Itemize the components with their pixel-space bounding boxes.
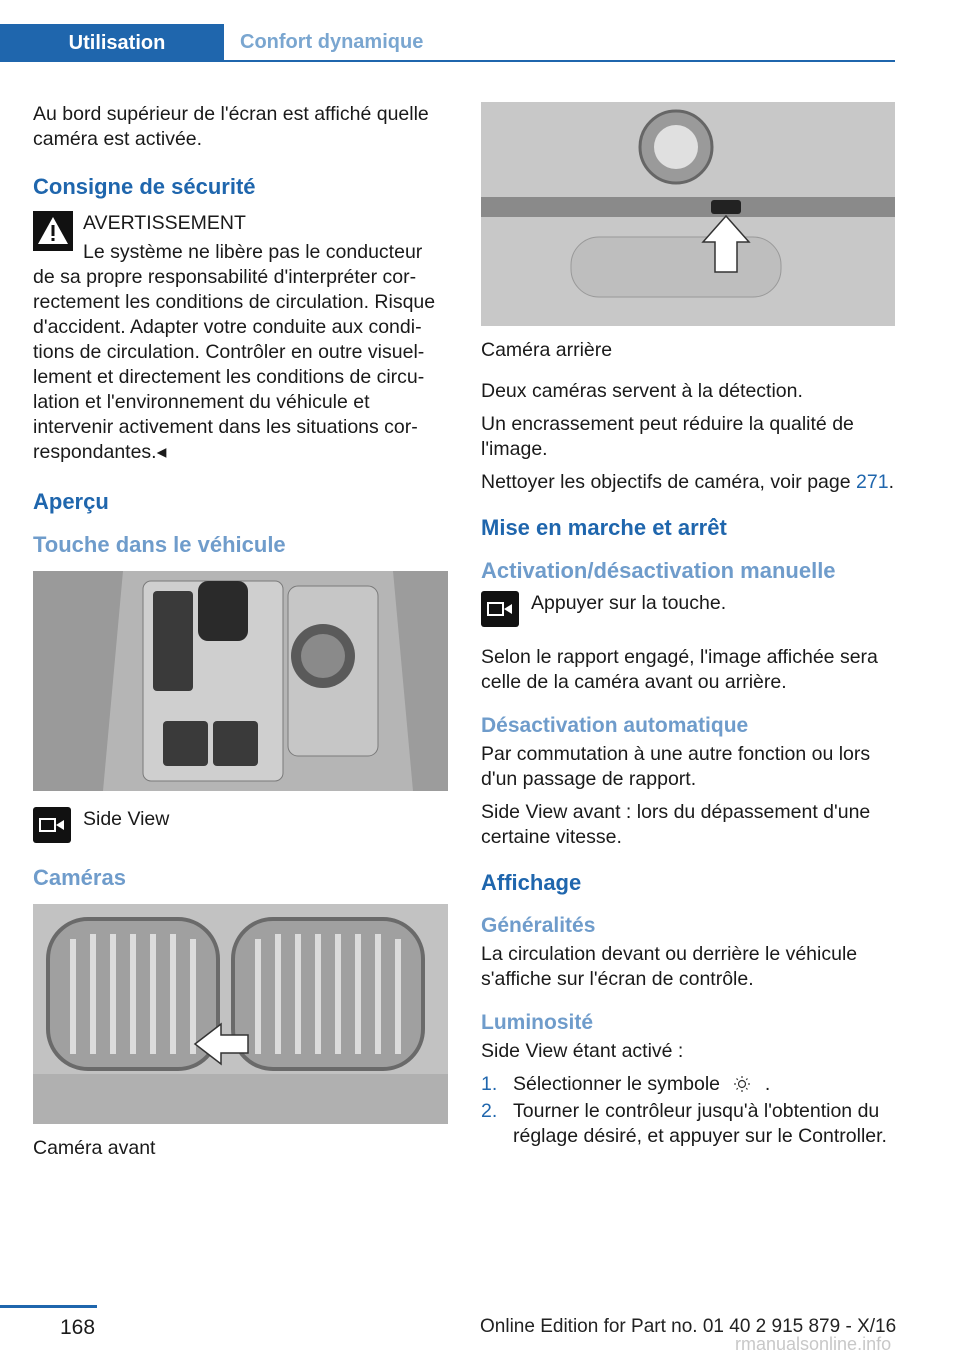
warning-text: Le système ne libère pas le conducteur de sa propre responsabilité d'interpréter correctement les conditions de circulation. Risque d'accident. Adapter votre conduite aux conditions de circulation. Contrôler en outre visuellement et directement les conditions de circulation et l'environnement du véhicule et intervenir activement dans les situations correspondantes.◂ <box>33 241 436 463</box>
gear-text: Selon le rapport engagé, l'image affichée sera celle de la caméra avant ou arrière. <box>481 646 878 693</box>
warning-title: AVERTISSEMENT <box>83 212 246 234</box>
step-number: 2. <box>481 1100 498 1122</box>
edition-text: Online Edition for Part no. 01 40 2 915 879 - X/16 <box>480 1316 897 1337</box>
brightness-sun-icon <box>725 1075 759 1093</box>
rear-camera-caption: Caméra arrière <box>481 339 613 361</box>
page-number: 168 <box>60 1316 96 1339</box>
console-button-photo <box>33 571 448 791</box>
button-heading: Touche dans le véhicule <box>33 532 286 557</box>
warning-block <box>33 211 448 465</box>
step-text <box>513 1072 770 1097</box>
auto-text: Par commutation à une autre fonction ou lors d'un passage de rapport. <box>481 743 871 790</box>
clean-text-prefix: Nettoyer les objectifs de caméra, voir page <box>481 471 857 493</box>
step-item <box>481 1099 895 1149</box>
brightness-heading: Luminosité <box>481 1011 594 1034</box>
step-text-before: Sélectionner le symbole <box>513 1073 721 1095</box>
intro-text: Au bord supérieur de l'écran est affiché quelle caméra est activée. <box>33 103 429 150</box>
footer-divider <box>0 1305 97 1308</box>
front-camera-caption: Caméra avant <box>33 1137 156 1159</box>
left-column <box>33 102 448 1169</box>
right-column <box>481 102 895 1151</box>
onoff-heading: Mise en marche et arrêt <box>481 515 727 540</box>
brightness-steps <box>481 1072 895 1149</box>
side-view-label: Side View <box>83 808 170 830</box>
step-number: 1. <box>481 1073 498 1095</box>
step-text: Tourner le contrôleur jusqu'à l'obtention du réglage désiré, et appuyer sur le Controller. <box>513 1100 887 1147</box>
clean-text <box>481 470 895 495</box>
header-divider <box>0 60 895 62</box>
step-text-after: . <box>764 1073 771 1095</box>
overview-heading: Aperçu <box>33 489 109 514</box>
detection-text: Deux caméras servent à la détection. <box>481 380 803 402</box>
press-button-text: Appuyer sur la touche. <box>531 592 727 614</box>
clean-text-suffix: . <box>888 471 894 493</box>
watermark: rmanualsonline.info <box>735 1334 892 1354</box>
header-tabs <box>0 24 895 62</box>
manual-heading: Activation/désactivation manuelle <box>481 558 836 583</box>
tab-utilisation[interactable]: Utilisation <box>0 24 224 62</box>
auto-heading: Désactivation automatique <box>481 714 749 737</box>
front-camera-photo <box>33 904 448 1124</box>
safety-heading: Consigne de sécurité <box>33 174 256 199</box>
general-heading: Généralités <box>481 914 596 937</box>
side-view-camera-icon <box>33 807 71 843</box>
step-item <box>481 1072 895 1097</box>
display-heading: Affichage <box>481 870 582 895</box>
page-271-link[interactable]: 271 <box>856 471 889 493</box>
press-button-line <box>481 591 895 627</box>
dirt-text: Un encrassement peut réduire la qualité de l'image. <box>481 413 854 460</box>
cameras-heading: Caméras <box>33 865 126 890</box>
brightness-text: Side View étant activé : <box>481 1040 684 1062</box>
rear-camera-photo <box>481 102 895 326</box>
tab-confort-dynamique[interactable]: Confort dynamique <box>240 30 424 53</box>
side-view-camera-icon-2 <box>481 591 519 627</box>
warning-triangle-icon <box>33 211 73 251</box>
side-view-speed-text: Side View avant : lors du dépassement d'une certaine vitesse. <box>481 801 871 848</box>
side-view-legend <box>33 807 448 843</box>
general-text: La circulation devant ou derrière le véhicule s'affiche sur l'écran de contrôle. <box>481 943 858 990</box>
